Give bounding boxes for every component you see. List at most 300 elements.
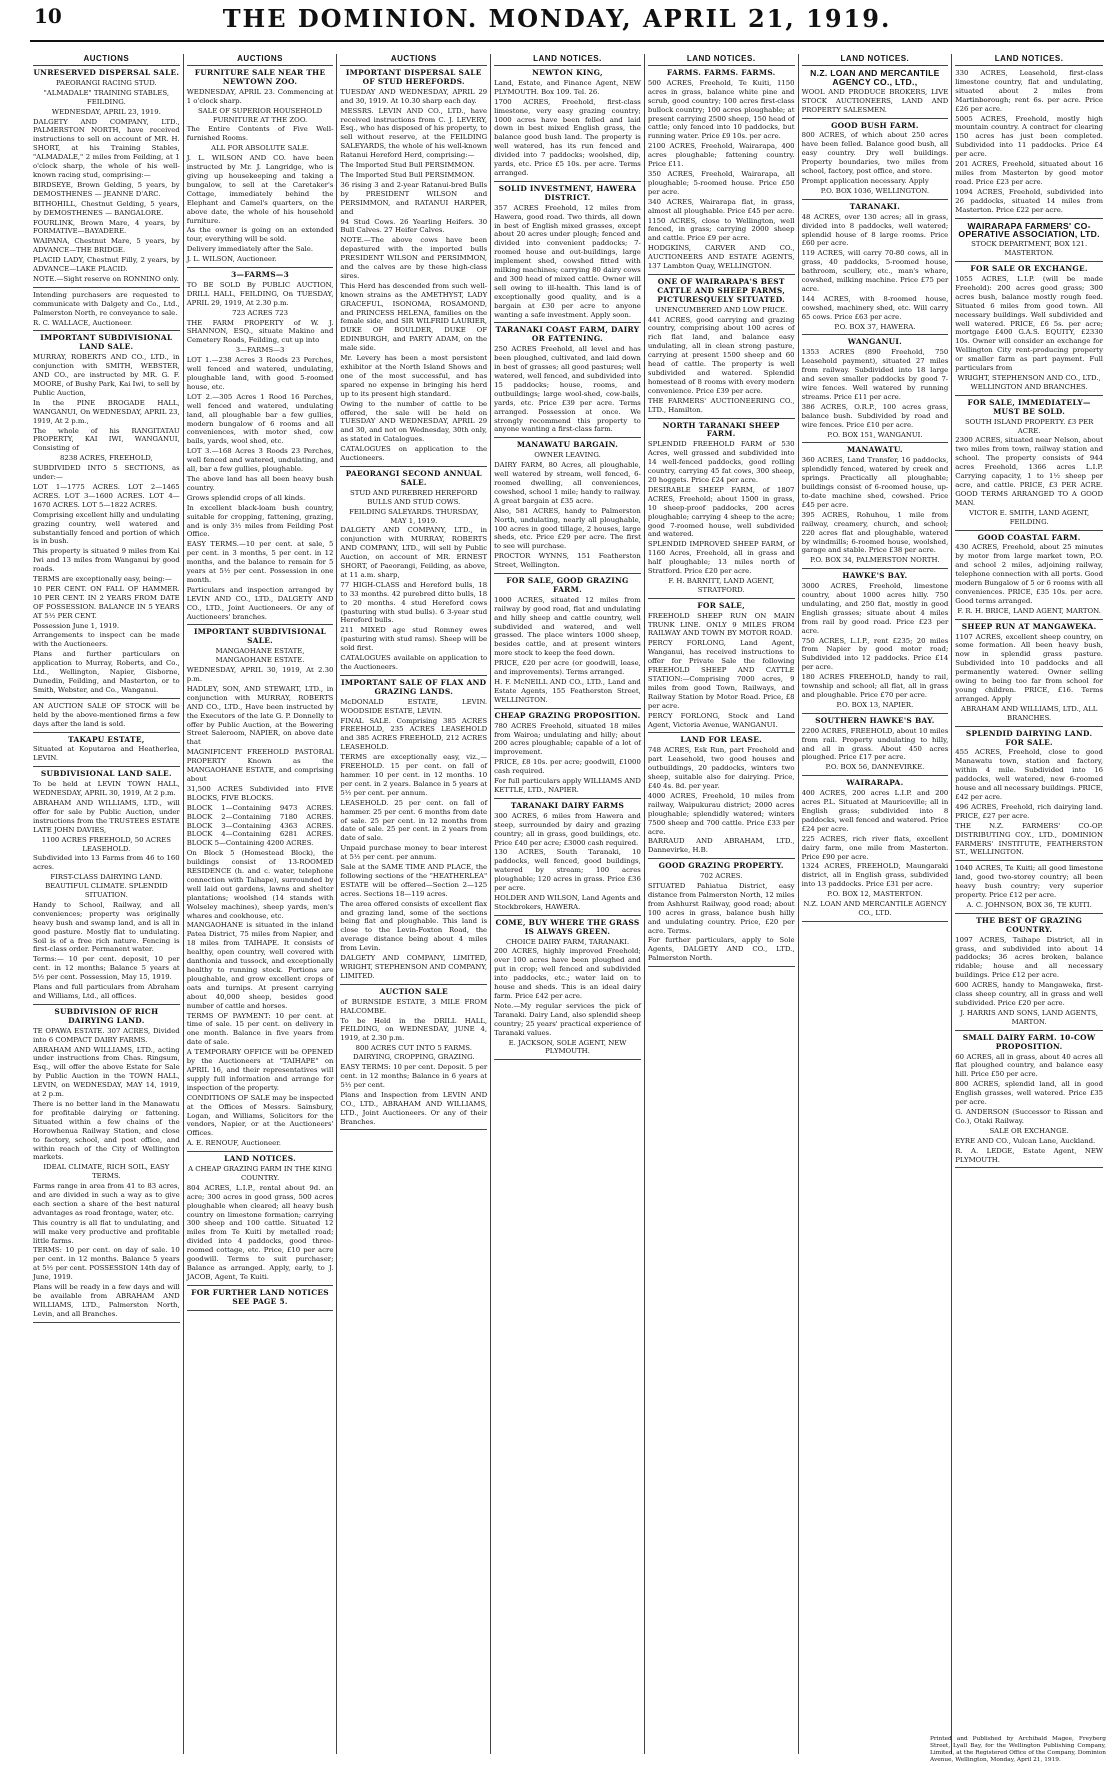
ad-paragraph: MANGAOHANE is situated in the inland Patea District, 75 miles from Napier, and 18 miles from TAIHAPE. It consists of healthy, open country, well covered with danthonia and tussock, and exceptionally healthy to running stock. Portions are ploughable, and grow excellent crops of oats and turnips. At present carrying about 40,000 sheep, besides good number of cattle and horses. [186, 921, 334, 1010]
ad-paragraph: of BURNSIDE ESTATE, 3 MILE FROM HALCOMBE. [340, 997, 488, 1015]
ad-paragraph: SPLENDID IMPROVED SHEEP FARM, of 1160 Acres, Freehold, all in grass and half ploughable; 13 miles north of Stratford. Price £20 per acre. [647, 540, 795, 576]
ad-heading: PAEORANGI SECOND ANNUAL SALE. [345, 468, 482, 487]
ad-paragraph: DESIRABLE SHEEP FARM, of 1807 ACRES, Freehold; about 1500 in grass, 10 sheep-proof paddocks, 200 acres ploughable; carrying 4 sheep to the acre; good 7-roomed house, well subdivided and watered. [647, 485, 795, 539]
ad-paragraph: MAGNIFICENT FREEHOLD PASTORAL PROPERTY Known as the MANGAOHANE ESTATE, and comprising about [186, 748, 334, 783]
ad-paragraph: BITHOHILL, Chestnut Gelding, 5 years, by DEMOSTHENES — BANGALORE. [33, 199, 180, 217]
ad-heading: FOR SALE, GOOD GRAZING FARM. [506, 576, 629, 594]
ad-heading: N.Z. LOAN AND MERCANTILE AGENCY CO., LTD., [810, 68, 940, 87]
ad-paragraph: For further particulars, apply to Sole Agents, DALGETY AND CO., LTD., Palmerston North. [647, 936, 795, 963]
masthead [0, 0, 1114, 44]
ad-paragraph: 386 ACRES, O.R.P., 100 acres grass, balance bush. Subdivided by road and wire fences. Price £10 per acre. [801, 402, 949, 429]
ad-paragraph: TERMS are exceptionally easy, viz.,—FREEHOLD. 15 per cent. on fall of hammer. 10 per cent. in 12 months. 10 per cent. in 2 years. Balance in 5 years at 5½ per cent. per annum. [340, 753, 488, 797]
ad-paragraph: 130 ACRES, South Taranaki, 10 paddocks, well fenced, good buildings, watered by stream; 100 acres ploughable; 120 acres in grass. Price £36 per acre. [494, 848, 641, 893]
ad-paragraph: Farms range in area from 41 to 83 acres, and are divided in such a way as to give each section a share of the best natural advantages as road frontage, water, etc. [33, 1182, 180, 1217]
ad-paragraph: 500 ACRES, Freehold, Te Kuiti, 1150 acres in grass, balance white pine and scrub, good country; 100 acres first-class bullock country; 100 acres ploughable; at present carrying 2500 sheep, 150 head of cattle; only fenced into 10 paddocks, but running water. Price £9 10s. per acre. [647, 78, 795, 141]
ad-paragraph: 4000 ACRES, Freehold, 10 miles from railway, Waipukurau district; 2000 acres ploughable; splendidly watered; winters 7500 sheep and 700 cattle. Price £33 per acre. [647, 791, 795, 836]
ad-separator [648, 418, 795, 419]
ad-paragraph: 60 ACRES, all in grass, about 40 acres all flat ploughed country, and balance easy hill. Price £50 per acre. [955, 1052, 1103, 1079]
advertisement [494, 802, 641, 912]
ad-paragraph: EASY TERMS.—10 per cent. at sale, 5 per cent. in 3 months, 5 per cent. in 12 months, and the balance to remain for 5 years at 5½ per cent. Possession in one month. [186, 540, 334, 584]
ad-separator [494, 1059, 641, 1060]
ad-paragraph: Plans and further particulars on application to Murray, Roberts, and Co., Ltd., Wellington, Napier, Gisborne, Dunedin, Feilding, and Masterton, or to Smith, Webster, and Co., Wanganui. [33, 650, 180, 694]
ad-separator [955, 1030, 1103, 1031]
ad-paragraph: 702 ACRES. [699, 872, 743, 881]
advertisement [955, 265, 1103, 392]
ad-paragraph: Subdivided into 13 Farms from 46 to 160 acres. [33, 854, 180, 872]
ad-separator [33, 287, 180, 288]
ad-paragraph: A. E. RENOUF, Auctioneer. [186, 1139, 281, 1148]
ad-paragraph: J. HARRIS AND SONS, LAND AGENTS, MARTON. [960, 1008, 1098, 1026]
ad-paragraph: HOLDER AND WILSON, Land Agents and Stockbrokers, HAWERA. [494, 893, 641, 911]
ad-paragraph: As the owner is going on an extended tour, everything will be sold. [186, 226, 334, 244]
advertisement [802, 122, 949, 196]
ad-paragraph: 340 ACRES, Wairarapa flat, in grass, almost all ploughable. Price £45 per acre. [647, 197, 795, 215]
ad-heading: AUCTION SALE [379, 986, 448, 996]
ad-paragraph: In excellent black-loam bush country, suitable for cropping, fattening, grazing, and is only 3½ miles from Feilding Post Office. [186, 503, 334, 539]
ad-paragraph: CATALOGUES on application to the Auctioneers. [340, 445, 488, 463]
ad-heading: GOOD BUSH FARM. [831, 120, 919, 130]
column-2 [184, 54, 338, 1754]
ad-separator [187, 1151, 334, 1152]
ad-paragraph: P.O. BOX 12, MASTERTON. [827, 890, 923, 899]
advertisement [340, 69, 487, 463]
ad-paragraph: 800 ACRES, of which about 250 acres have been felled. Balance good bush, all easy country. Dry well buildings. Property boundaries, two miles from school, factory, post office, and store. [801, 131, 949, 176]
ad-paragraph: STUD AND PUREBRED HEREFORD BULLS AND STUD COWS. [350, 488, 478, 506]
ad-paragraph: The Imported Stud Bull PERSIMMON. [340, 170, 475, 179]
ad-paragraph: 1150 ACRES, close to Wellington, well fenced, in grass; carrying 2000 sheep and cattle. Price £9 per acre. [647, 216, 795, 243]
ad-paragraph: P.O. BOX 13, NAPIER. [836, 700, 914, 709]
ad-paragraph: 1094 ACRES, Freehold, subdivided into 26 paddocks, situated 14 miles from Masterton. Price £22 per acre. [955, 187, 1103, 214]
ad-paragraph: FREEHOLD SHEEP RUN ON MAIN TRUNK LINE. ONLY 9 MILES FROM RAILWAY AND TOWN BY MOTOR ROAD. [647, 611, 795, 638]
ad-separator [340, 675, 487, 676]
advertisement [955, 1034, 1103, 1165]
ad-paragraph: EYRE AND CO., Vulcan Lane, Auckland. [955, 1136, 1096, 1145]
ad-heading: IMPORTANT SALE OF FLAX AND GRAZING LANDS. [341, 677, 487, 696]
ad-paragraph: 400 ACRES, 200 acres L.I.P. and 200 acres P.L. Situated at Mauriceville; all in English grass; subdivided into 8 paddocks, well fenced and watered. Price £24 per acre. [801, 789, 949, 833]
ad-paragraph: The above land has all been heavy bush country. [186, 474, 334, 492]
ad-separator [648, 732, 795, 733]
ad-paragraph: A TEMPORARY OFFICE will be OPENED by the Auctioneers at "TAIHAPE" on APRIL 16, and their representatives will supply full information and arrange for inspection of the property. [186, 1048, 334, 1092]
ad-paragraph: Grows splendid crops of all kinds. [186, 493, 306, 502]
ad-paragraph: 48 ACRES, over 130 acres; all in grass, divided into 8 paddocks, well watered; splendid house of 8 large rooms. Price £60 per acre. [801, 212, 949, 248]
ad-paragraph: Also, 581 ACRES, handy to Palmerston North, undulating, nearly all ploughable, 100 acres in good tillage, 2 houses, large sheds, etc. Price £29 per acre. The first to see will purchase. [494, 506, 641, 551]
advertisement [494, 919, 641, 1057]
ad-separator [494, 322, 641, 323]
ad-separator [802, 568, 949, 569]
ad-paragraph: FINAL SALE. Comprising 385 ACRES FREEHOLD, 235 ACRES LEASEHOLD and 385 ACRES FREEHOLD, 212 ACRES LEASEHOLD. [340, 716, 488, 752]
advertisement [648, 422, 795, 595]
ad-paragraph: This country is all flat to undulating, and will make very productive and profitable little farms. [33, 1218, 180, 1245]
ad-heading: FARMS. FARMS. FARMS. [666, 68, 776, 77]
column-header: AUCTIONS [187, 54, 334, 66]
ad-paragraph: ABRAHAM AND WILLIAMS, LTD., acting under instructions from Chas. Ringsum, Esq., will offer the above Estate for Sale by Public Auction in the TOWN HALL, LEVIN, on WEDNESDAY, MAY 14, 1919, at 2 p.m. [33, 1045, 180, 1099]
ad-paragraph: MESSRS. LEVIN AND CO., LTD., have received instructions from C. J. LEVERY, Esq., who has disposed of his property, to sell without reserve, at the FEILDING SALEYARDS, the whole of his well-known Ratanui Hereford Herd, comprising:— [340, 106, 488, 160]
ad-paragraph: Plans and Inspection from LEVIN AND CO., LTD., ABRAHAM AND WILLIAMS, LTD., Joint Auctioneers. Or any of their Branches. [340, 1090, 488, 1126]
ad-paragraph: 455 ACRES, Freehold, close to good Manawatu town, station and factory, within 4 mile. Subdivided into 16 paddocks, well watered, new 6-roomed house and all necessary buildings. PRICE, £42 per acre. [955, 748, 1103, 801]
ad-separator [955, 530, 1103, 531]
ad-paragraph: 1324 ACRES, FREEHOLD, Maungaraki district, all in English grass, subdivided into 13 paddocks. Price £31 per acre. [801, 862, 949, 889]
ad-paragraph: Delivery immediately after the Sale. [186, 245, 314, 254]
ad-heading: LAND FOR LEASE. [680, 735, 763, 745]
advertisement [33, 69, 180, 284]
ad-paragraph: Situated at Koputaroa and Heatherlea, LEVIN. [33, 745, 180, 763]
ad-paragraph: TO BE SOLD By PUBLIC AUCTION, DRILL HALL, FEILDING, On TUESDAY, APRIL 29, 1919, At 2.30 p.m. [186, 280, 334, 307]
ad-paragraph: BARRAUD AND ABRAHAM, LTD., Dannevirke, H.B. [647, 837, 795, 855]
ad-separator [802, 442, 949, 443]
ad-paragraph: 804 ACRES, L.I.P., rental about 9d. an acre; 300 acres in good grass, 500 acres ploughable when cleared; all heavy bush country on limestone formation; carrying 300 sheep and 100 cattle. Situated 12 miles from Te Kuiti by metalled road; divided into 4 paddocks, good three-roomed cottage, etc. Price, £10 per acre goodwill. Terms to suit purchaser; Balance as arranged. Apply, early, to J. JACOB, Agent, Te Kuiti. [186, 1183, 334, 1281]
ad-paragraph: Particulars and inspection arranged by LEVIN AND CO., LTD., DALGETY AND CO., LTD., Joint Auctioneers. Or any of Auctioneers' branches. [186, 585, 334, 621]
ad-paragraph: 496 ACRES, Freehold, rich dairying land. PRICE, £27 per acre. [955, 802, 1103, 820]
ad-paragraph: EASY TERMS: 10 per cent. Deposit. 5 per cent. in 12 months; Balance in 6 years at 5½ per cent. [340, 1063, 488, 1089]
ad-paragraph: ABRAHAM AND WILLIAMS, LTD., ALL BRANCHES. [960, 704, 1098, 722]
ad-paragraph: 441 ACRES, good carrying and grazing country, comprising about 100 acres of rich flat land, and balance easy undulating, all in clean strong pasture, carrying at present 1500 sheep and 60 head of cattle. The property is well subdivided and watered. Splendid homestead of 8 rooms with every modern convenience. Price £39 per acre. [647, 315, 795, 395]
ad-paragraph: DALGETY AND COMPANY, LTD., PALMERSTON NORTH, have received instructions to sell on account of MR. H. SHORT, at his Training Stables, "ALMADALE," 2 miles from Feilding, at 1 o'clock sharp, the whole of his well-known racing stud, comprising:— [33, 117, 180, 179]
ad-paragraph: PRICE, £20 per acre (or goodwill, lease, and improvements). Terms arranged. [494, 659, 641, 677]
page-number: 10 [34, 4, 62, 28]
ad-paragraph: 1700 ACRES, Freehold, first-class limestone, very easy grazing country; 1000 acres have been felled and laid down in best mixed English grass, the balance good bush land. The property is well watered, has its run fenced and divided into 7 paddocks; woolshed, dip, yards, etc. Price £5 10s. per acre. Terms arranged. [494, 97, 641, 177]
ad-paragraph: 77 HIGH-CLASS and Hereford bulls, 18 to 33 months. 42 purebred ditto bulls, 18 to 20 months. 4 stud Hereford cows (pasturing with stud bulls). 6 3-year stud Hereford bulls. [340, 580, 488, 625]
ad-paragraph: P.O. BOX 1036, WELLINGTON. [820, 186, 930, 195]
advertisement [340, 470, 487, 672]
ad-separator [187, 267, 334, 268]
ad-paragraph: THE N.Z. FARMERS' CO-OP. DISTRIBUTING COY., LTD., DOMINION FARMERS' INSTITUTE, FEATHERSTON ST., WELLINGTON. [955, 821, 1103, 857]
ad-paragraph: AN AUCTION SALE OF STOCK will be held by the above-mentioned firms a few days after the land is sold. [33, 701, 180, 728]
ad-separator [955, 218, 1103, 219]
advertisement [802, 69, 949, 115]
advertisement [494, 69, 641, 178]
ad-paragraph: CATALOGUES available on application to the Auctioneers. [340, 654, 488, 671]
ad-paragraph: 750 ACRES, L.I.P., rent £235; 20 miles from Napier by good motor road; Subdivided into 12 paddocks. Price £14 per acre. [801, 636, 949, 672]
ad-paragraph: 395 ACRES, Rohuhou, 1 mile from railway, creamery, church, and school; 220 acres flat and ploughable, watered by windmills; 6-roomed house, woolshed, garage and stable. Price £38 per acre. [801, 510, 949, 555]
ad-paragraph: Arrangements to inspect can be made with the Auctioneers. [33, 631, 180, 649]
ad-heading: TARANAKI. [849, 201, 901, 211]
advertisement [955, 730, 1103, 858]
ad-paragraph: R. C. WALLACE, Auctioneer. [33, 318, 133, 327]
ad-separator [955, 619, 1103, 620]
ad-paragraph: 2100 ACRES, Freehold, Wairarapa, 400 acres ploughable; fattening country. Price £11. [647, 142, 795, 169]
ad-paragraph: 8238 ACRES, FREEHOLD, [59, 454, 153, 463]
ad-separator [33, 1004, 180, 1005]
ad-paragraph: H. F. McNEILL AND CO., LTD., Land and Estate Agents, 155 Featherston Street, WELLINGTON. [494, 678, 641, 704]
ad-paragraph: FOURLINK, Brown Mare, 4 years, by FORMATIVE—BAYADERE. [33, 218, 180, 236]
advertisement [187, 1289, 334, 1307]
ad-paragraph: 1107 ACRES, excellent sheep country, on some formation. All been heavy bush, now in splendid grass pasture. Subdivided into 10 paddocks and all permanently watered. Owner selling owing to being too far from school for young children. PRICE, £16. Terms arranged. Apply [955, 632, 1103, 703]
advertisement [955, 917, 1103, 1027]
ad-paragraph: TERMS are exceptionally easy, being:— [33, 575, 172, 584]
column-header: LAND NOTICES. [955, 54, 1103, 66]
ad-paragraph: LOT 3.—168 Acres 3 Roods 23 Perches, well fenced and watered, undulating, and all, bar a few gullies, ploughable. [186, 447, 334, 474]
ad-separator [494, 437, 641, 438]
ad-separator [802, 775, 949, 776]
advertisement [494, 326, 641, 434]
advertisement [955, 864, 1103, 910]
ad-separator [187, 624, 334, 625]
ad-paragraph: DALGETY AND COMPANY, LTD., in conjunction with MURRAY, ROBERTS AND COMPANY, LTD., will sell by Public Auction, on account of MR. ERNEST SHORT, of Paeorangi, Feilding, as above, at 11 a.m. sharp, [340, 526, 488, 579]
ad-paragraph: P.O. BOX 34, PALMERSTON NORTH. [810, 556, 940, 565]
advertisement [648, 278, 795, 415]
ad-heading: NORTH TARANAKI SHEEP FARM. [662, 420, 780, 439]
ad-separator [33, 330, 180, 331]
column-header: AUCTIONS [340, 54, 487, 66]
ad-heading: NEWTON KING, [532, 68, 603, 77]
ad-separator [648, 858, 795, 859]
advertisement [802, 717, 949, 772]
ad-paragraph: ABRAHAM AND WILLIAMS, LTD., will offer for sale by Public Auction, under instructions from the TRUSTEES ESTATE LATE JOHN DAVIES, [33, 798, 180, 834]
ad-separator [494, 573, 641, 574]
ad-paragraph: F. R. H. BRICE, LAND AGENT, MARTON. [957, 606, 1101, 615]
ad-paragraph: P.O. BOX 37, HAWERA. [834, 322, 916, 331]
ad-separator [955, 860, 1103, 861]
ad-heading: WANGANUI. [847, 337, 903, 347]
ad-paragraph: 201 ACRES, Freehold, situated about 16 miles from Masterton by good motor road. Price £23 per acre. [955, 160, 1103, 186]
advertisement [33, 1008, 180, 1319]
ad-separator [340, 984, 487, 985]
ad-separator [340, 1129, 487, 1130]
ad-paragraph: 748 ACRES, Esk Run, part Freehold and part Leasehold, two good houses and outbuildings, 20 paddocks, winters two sheep, suitable also for dairying. Price, £40 4s. 8d. per year. [647, 746, 795, 790]
ad-separator [33, 766, 180, 767]
ad-paragraph: ALL FOR ABSOLUTE SALE. [211, 144, 309, 153]
ad-paragraph: 211 MIXED age stud Romney ewes (pasturing with stud rams). Sheep will be sold first. [340, 626, 488, 653]
ad-paragraph: SUBDIVIDED INTO 5 SECTIONS, as under:— [33, 464, 180, 482]
ad-paragraph: 1353 ACRES (890 Freehold, 750 Leasehold payment), situated 27 miles from railway. Subdivided into 18 large and seven smaller paddocks by good 7-wire fences. Well watered by running streams. Price £11 per acre. [801, 348, 949, 401]
ad-paragraph: WOOL AND PRODUCE BROKERS, LIVE STOCK AUCTIONEERS, LAND AND PROPERTY SALESMEN. [801, 87, 949, 114]
ad-paragraph: On Block 5 (Homestead Block), the buildings consist of 13-ROOMED RESIDENCE (h. and c. water, telephone connection with Taihape), surrounded by well laid out gardens, lawns and shelter plantations; woolshed (14 stands with Wolseley machines), sheep yards, men's whares and cookhouse, etc. [186, 849, 334, 920]
advertisement [802, 203, 949, 332]
ad-paragraph: CONDITIONS OF SALE may be inspected at the Offices of Messrs. Sainsbury, Logan, and Williams, Solicitors for the vendors, Napier, or at the Auctioneers' Offices. [186, 1093, 334, 1138]
ad-paragraph: Mr. Levery has been a most persistent exhibitor at the North Island Shows and one of the most successful, and has spared no expense in bringing his herd up to its present high standard. [340, 354, 488, 398]
ad-paragraph: Unpaid purchase money to bear interest at 5½ per cent. per annum. [340, 844, 488, 862]
ad-separator [955, 913, 1103, 914]
ad-heading: WAIRARAPA FARMERS' CO-OPERATIVE ASSOCIATION, LTD. [958, 220, 1100, 240]
ad-separator [494, 798, 641, 799]
ad-heading: MANAWATU. [847, 445, 903, 455]
ad-paragraph: IDEAL CLIMATE, RICH SOIL, EASY TERMS. [43, 1163, 170, 1181]
ad-paragraph: Terms:— 10 per cent. deposit, 10 per cent. in 12 months; Balance 5 years at 5½ per cent. Possession, May 15, 1919. [33, 955, 180, 982]
ad-paragraph: WAIPANA, Chestnut Mare, 5 years, by ADVANCE—THE BRIDGE. [33, 237, 180, 255]
ad-separator [187, 1285, 334, 1286]
column-6 [799, 54, 953, 1754]
ad-paragraph: BLOCK 1—Containing 9473 ACRES. BLOCK 2—Containing 7180 ACRES. BLOCK 3—Containing 4363 ACRES. BLOCK 4—Containing 6281 ACRES. BLOCK 5—Containing 4200 ACRES. [186, 803, 334, 848]
ad-paragraph: VICTOR E. SMITH, LAND AGENT, FEILDING. [969, 508, 1090, 526]
ad-separator [802, 118, 949, 119]
ad-paragraph: 225 ACRES, rich river flats, excellent dairy farm, one mile from Masterton. Price £90 per acre. [801, 834, 949, 861]
ad-paragraph: CHOICE DAIRY FARM, TARANAKI. [505, 937, 630, 946]
ad-heading: SHEEP RUN AT MANGAWEKA. [961, 621, 1097, 631]
ad-separator [494, 915, 641, 916]
ad-heading: TARANAKI DAIRY FARMS [510, 800, 625, 810]
ad-paragraph: Plans will be ready in a few days and will be available from ABRAHAM AND WILLIAMS, LTD., Palmerston North, Levin, and all Branches. [33, 1283, 180, 1318]
ad-paragraph: 2200 ACRES, FREEHOLD, about 10 miles from rail. Property undulating to hilly, and all in grass. About 450 acres ploughed. Price £17 per acre. [801, 726, 949, 762]
ad-heading: UNRESERVED DISPERSAL SALE. [33, 68, 180, 77]
ad-heading: TARANAKI COAST FARM, DAIRY OR FATTENING. [495, 325, 640, 344]
ad-paragraph: Owing to the number of cattle to be offered, the sale will be held on TUESDAY AND WEDNESDAY, APRIL 29 and 30, and not on Wednesday, 30th only, as stated in Catalogues. [340, 399, 488, 444]
advertisement [187, 271, 334, 621]
ad-paragraph: Prompt application necessary. Apply [801, 176, 929, 185]
ad-separator [340, 466, 487, 467]
ad-paragraph: Handy to School, Railway, and all conveniences; property was originally heavy bush and swamp land, and is all in good pasture. Mostly flat to undulating. Soil is of a free rich nature. Fencing is first-class order. Permanent water. [33, 900, 180, 954]
ad-paragraph: P.O. BOX 56, DANNEVIRKE. [825, 763, 925, 772]
ad-paragraph: This property is situated 9 miles from Kai Iwi and 13 miles from Wanganui by good roads. [33, 547, 180, 574]
advertisement [648, 602, 795, 730]
ad-heading: IMPORTANT DISPERSAL SALE OF STUD HEREFORDS. [345, 68, 482, 86]
ad-paragraph: WEDNESDAY, APRIL 23. Commencing at 1 o'clock sharp. [186, 87, 334, 105]
ad-paragraph: R. A. LEDGE, Estate Agent, NEW PLYMOUTH. [955, 1146, 1103, 1164]
imprint: Printed and Published by Archibald Magee, Freyberg Street, Lyall Bay, for the Wellington Publishing Company, Limited, at the Registered Office of the Company, Dominion Avenue, Wellington, Monday, April 21, 1919. [930, 1736, 1106, 1763]
ad-paragraph: 3000 ACRES, Freehold, limestone country, about 1000 acres hilly. 750 undulating, and 250 flat, mostly in good English grasses; situate about 4 miles from rail by good road. Price £23 per acre. [801, 582, 949, 635]
ad-paragraph: The whole of his RANGITATAU PROPERTY, KAI IWI, WANGANUI, Consisting of [33, 426, 180, 453]
columns-container [30, 54, 1106, 1754]
ad-paragraph: HADLEY, SON, AND STEWART, LTD., in conjunction with MURRAY, ROBERTS AND CO., LTD., Have been instructed by the Executors of the late G. P. Donnelly to offer by Public Auction, at the Bowering Street Saleroom, NAPIER, on above date that [186, 684, 334, 747]
ad-paragraph: 36 rising 3 and 2-year Ratanui-bred Bulls by PRESIDENT WILSON and PERSIMMON, and RATANUI HARPER, and [340, 180, 488, 216]
ad-separator [33, 698, 180, 699]
ad-paragraph: 800 ACRES CUT INTO 5 FARMS. DAIRYING, CROPPING, GRAZING. [352, 1044, 475, 1062]
ad-separator [955, 726, 1103, 727]
ad-paragraph: McDONALD ESTATE, LEVIN. WOODSIDE ESTATE, LEVIN. [340, 697, 488, 715]
ad-paragraph: 180 ACRES FREEHOLD, handy to rail, township and school; all flat, all in grass and ploughable. Price £70 per acre. [801, 673, 949, 699]
ad-heading: LAND NOTICES. [224, 1154, 296, 1164]
ad-paragraph: 2300 ACRES, situated near Nelson, about two miles from town, railway station and school. The property consists of 944 acres Freehold, 1366 acres L.I.P. Carrying capacity, 1 to 1½ sheep per acre, and cattle. PRICE, £3 PER ACRE. GOOD TERMS ARRANGED TO A GOOD MAN. [955, 436, 1103, 507]
ad-paragraph: MANGAOHANE ESTATE, MANGAOHANE ESTATE. [215, 647, 305, 665]
ad-paragraph: 94 Stud Cows. 26 Yearling Heifers. 30 Bull Calves. 27 Heifer Calves. [340, 217, 488, 235]
advertisement [955, 69, 1103, 215]
ad-heading: ONE OF WAIRARAPA'S BEST CATTLE AND SHEEP FARMS, PICTURESQUELY SITUATED. [657, 276, 786, 304]
column-header: LAND NOTICES. [494, 54, 641, 66]
ad-paragraph: OWNER LEAVING. [534, 451, 601, 460]
ad-paragraph: 357 ACRES Freehold, 12 miles from Hawera, good road. Two thirds, all down in best of English mixed grasses, except about 20 acres under plough; fenced and divided into convenient paddocks; 7-roomed house and out-buildings, large implement shed, cowshed fitted with milking machines; carrying 80 dairy cows and 300 head of mixed cattle. Owner will sell owing to ill-health. This land is of exceptionally good quality, and is a bargain at £30 per acre to anyone wanting a safe investment. Apply soon. [494, 203, 641, 319]
advertisement [494, 712, 641, 795]
ad-separator [648, 274, 795, 275]
ad-paragraph: WEDNESDAY, APRIL 23, 1919. [51, 107, 161, 116]
ad-heading: SUBDIVISIONAL LAND SALE. [40, 769, 172, 779]
ad-paragraph: Note.—My regular services the pick of Taranaki. Dairy Land, also splendid sheep country; 25 years' practical experience of Taranaki values. [494, 1001, 641, 1037]
ad-separator [494, 181, 641, 182]
ad-paragraph: PAEORANGI RACING STUD. [55, 78, 157, 87]
ad-heading: IMPORTANT SUBDIVISIONAL SALE. [193, 627, 327, 646]
ad-paragraph: WEDNESDAY, APRIL 30, 1919, At 2.30 p.m. [186, 666, 334, 683]
ad-paragraph: TE OPAWA ESTATE. 307 ACRES, Divided into 6 COMPACT DAIRY FARMS. [33, 1026, 180, 1044]
ad-heading: CHEAP GRAZING PROPOSITION. [494, 710, 641, 720]
advertisement [802, 338, 949, 439]
ad-paragraph: 330 ACRES, Leasehold, first-class limestone country, flat and undulating, situated about 2 miles from Martinborough; rent 6s. per acre. Price £26 per acre. [955, 69, 1103, 113]
advertisement [802, 779, 949, 918]
ad-paragraph: Sale at the SAME TIME AND PLACE, the following sections of the "HEATHERLEA" ESTATE will be offered—Section 2—125 acres. Sections 18—119 acres. [340, 863, 488, 898]
ad-paragraph: To be held at LEVIN TOWN HALL, WEDNESDAY, APRIL 30, 1919, At 2 p.m. [33, 780, 180, 798]
advertisement [648, 736, 795, 855]
ad-heading: HAWKE'S BAY. [842, 571, 908, 581]
ad-heading: IMPORTANT SUBDIVISIONAL LAND SALE. [40, 333, 173, 352]
ad-paragraph: DAIRY FARM, 80 Acres, all ploughable, well watered by stream, well fenced, 6-roomed dwelling, all conveniences, cowshed, school 1 mile; handy to railway. A great bargain at £35 acre. [494, 461, 641, 505]
ad-heading: FOR SALE, IMMEDIATELY—MUST BE SOLD. [967, 397, 1091, 416]
ad-separator [955, 1167, 1103, 1168]
ad-heading: GOOD GRAZING PROPERTY. [658, 861, 784, 871]
ad-paragraph: SPLENDID FREEHOLD FARM of 530 Acres, well grassed and subdivided into 14 well-fenced paddocks, good rolling country, carrying 45 fat cows, 300 sheep, 20 hoggets. Price £24 per acre. [647, 440, 795, 484]
ad-paragraph: Possession June 1, 1919. [33, 621, 120, 630]
ad-paragraph: PERCY FORLONG, Land Agent, Wanganui, has received instructions to offer for Private Sale the following FREEHOLD SHEEP AND CATTLE STATION:—Comprising 7000 acres, 9 miles from good Town, Railways, and Railway Station by Motor Road. Price, £8 per acre. [647, 639, 795, 710]
advertisement [494, 185, 641, 320]
column-4 [491, 54, 645, 1754]
ad-paragraph: HODGKINS, CARVER AND CO., AUCTIONEERS AND ESTATE AGENTS, 137 Lambton Quay, WELLINGTON. [647, 244, 795, 271]
ad-paragraph: "ALMADALE" TRAINING STABLES, FEILDING. [43, 88, 170, 106]
ad-paragraph: 119 ACRES, will carry 70-80 cows, all in grass, 40 paddocks, 5-roomed house, bathroom, scullery, etc., man's whare, cowshed, milking machine. Price £75 per acre. [801, 249, 949, 293]
ad-heading: GOOD COASTAL FARM. [977, 532, 1081, 542]
ad-paragraph: N.Z. LOAN AND MERCANTILE AGENCY CO., LTD. [803, 900, 947, 917]
ad-paragraph: A CHEAP GRAZING FARM IN THE KING COUNTRY. [188, 1165, 333, 1182]
column-header: LAND NOTICES. [648, 54, 795, 66]
advertisement [187, 1155, 334, 1282]
ad-paragraph: LOT 1.—238 Acres 3 Roods 23 Perches, well fenced and watered, undulating, ploughable land, with good 5-roomed house, etc. [186, 356, 334, 391]
masthead-rule [30, 40, 1104, 42]
ad-paragraph: SOUTH ISLAND PROPERTY. £3 PER ACRE. [964, 417, 1094, 435]
advertisement [340, 679, 487, 981]
ad-paragraph: WRIGHT, STEPHENSON AND CO., LTD., WELLINGTON AND BRANCHES. [957, 374, 1101, 391]
ad-heading: MANAWATU BARGAIN. [516, 440, 619, 450]
ad-separator [802, 334, 949, 335]
advertisement [955, 222, 1103, 259]
ad-paragraph: In the PINE BROGADE HALL, WANGANUI, On WEDNESDAY, APRIL 23, 1919, At 2 p.m., [33, 398, 180, 425]
ad-separator [648, 966, 795, 967]
ad-paragraph: 600 ACRES, handy to Mangaweka, first-class sheep country, all in grass and well subdivided. Price £20 per acre. [955, 981, 1103, 1007]
ad-paragraph: TUESDAY AND WEDNESDAY, APRIL 29 and 30, 1919. At 10.30 sharp each day. [340, 87, 488, 105]
advertisement [494, 441, 641, 570]
ad-separator [955, 395, 1103, 396]
ad-paragraph: J. L. WILSON AND CO. have been instructed by Mr. J. Langridge, who is giving up housekeeping and taking a bungalow, to sell at the Caretaker's Cottage, immediately behind the Elephant and Camel's quarters, on the above date, the whole of his household furniture. [186, 154, 334, 225]
ad-paragraph: P.O. BOX 151, WANGANUI. [827, 430, 923, 439]
advertisement [648, 862, 795, 963]
ad-paragraph: PROCTOR WYNNS, 151 Featherston Street, Wellington. [494, 552, 641, 570]
ad-heading: SUBDIVISION OF RICH DAIRYING LAND. [54, 1006, 159, 1025]
advertisement [955, 623, 1103, 723]
advertisement [802, 446, 949, 565]
ad-paragraph: F. H. BARNITT, LAND AGENT, STRATFORD. [668, 576, 775, 594]
advertisement [494, 577, 641, 705]
advertisement [648, 69, 795, 271]
ad-paragraph: This Herd has descended from such well-known strains as the AMETHYST, LADY GRACEFUL, ISONOMA, ROSAMOND, and PRINCESS HELENA, families on the female side, and SIR WILFRID LAURIER, DUKE OF BOULDER, DUKE OF EDINBURGH, and PARTY ADAM, on the male side. [340, 281, 488, 353]
ad-paragraph: 1000 ACRES, situated 12 miles from railway by good road, flat and undulating and hilly sheep and cattle country, well subdivided and watered, and well grassed. The place winters 1000 sheep, besides cattle, and at present winters more stock to keep the feed down. [494, 595, 641, 658]
ad-paragraph: THE FARM PROPERTY of W. J. SHANNON, ESQ., situate Makino and Cemetery Roads, Feilding, cut up into [186, 318, 334, 345]
ad-paragraph: There is no better land in the Manawatu for profitable dairying or fattening. Situated within a few chains of the Horowhenua Railway Station, and close to factory, school, and post office, and within reach of the City of Wellington markets. [33, 1099, 180, 1162]
ad-paragraph: Plans and full particulars from Abraham and Williams, Ltd., all offices. [33, 983, 180, 1000]
ad-paragraph: 350 ACRES, Freehold, Wairarapa, all ploughable; 5-roomed house. Price £50 per acre. [647, 169, 795, 196]
ad-heading: SOLID INVESTMENT, HAWERA DISTRICT. [498, 183, 637, 202]
advertisement [33, 702, 180, 729]
ad-paragraph: FEILDING SALEYARDS. THURSDAY, MAY 1, 1919. [349, 507, 479, 525]
ad-paragraph: 780 ACRES Freehold, situated 18 miles from Wairoa; undulating and hilly; about 200 acres ploughable; capable of a lot of improvement. [494, 721, 641, 757]
ad-paragraph: STOCK DEPARTMENT, BOX 121. MASTERTON. [971, 240, 1088, 258]
ad-paragraph: 1040 ACRES, Te Kuiti; all good limestone land, good two-storey country; all been heavy bush country; very superior property. Price £12 per acre. [955, 864, 1103, 900]
ad-heading: 3—FARMS—3 [231, 270, 290, 280]
ad-paragraph: 31,500 ACRES Subdivided into FIVE BLOCKS, FIVE BLOCKS. [186, 784, 334, 802]
ad-heading: SPLENDID DAIRYING LAND. FOR SALE. [965, 728, 1093, 747]
ad-heading: FOR FURTHER LAND NOTICES SEE PAGE 5. [191, 1287, 329, 1306]
ad-paragraph: Land, Estate, and Finance Agent, NEW PLYMOUTH. Box 109. Tel. 26. [494, 78, 641, 96]
ad-paragraph: BIRDSEYE, Brown Gelding, 5 years, by DEMOSTHENES — JEANNE D'ARC. [33, 180, 180, 198]
ad-paragraph: SITUATED Pahiatua District, easy distance from Palmerston North, 12 miles from Ashhurst Railway, good road; about 100 acres in grass, balance bush hilly and undulating country. Price, £20 per acre. Terms. [647, 882, 795, 935]
ad-heading: SMALL DAIRY FARM. 10-COW PROPOSITION. [962, 1032, 1096, 1051]
column-header: LAND NOTICES. [802, 54, 949, 66]
ad-paragraph: LOT 1—1775 ACRES. LOT 2—1465 ACRES. LOT 3—1600 ACRES. LOT 4—1670 ACRES. LOT 5—1822 ACRES. [33, 482, 180, 509]
ad-heading: WAIRARAPA. [846, 778, 904, 788]
ad-paragraph: MURRAY, ROBERTS AND CO., LTD., in conjunction with SMITH, WEBSTER, AND CO., are instructed by MR. G. F. MOORE, of Bushy Park, Kai Iwi, to sell by Public Auction, [33, 353, 180, 397]
ad-paragraph: 430 ACRES, Freehold, about 25 minutes by motor from large market town, P.O. and school 2 miles, adjoining railway, telephone connection with all ports. Good modern Bungalow of 5 or 6 rooms with all conveniences. PRICE, £35 10s. per acre. Good terms arranged. [955, 543, 1103, 605]
advertisement [340, 988, 487, 1127]
column-1 [30, 54, 184, 1754]
ad-paragraph: 1097 ACRES, Taihape District, all in grass, and subdivided into about 14 paddocks; 36 acres broken, balance ridable; house and all necessary buildings. Price £12 per acre. [955, 935, 1103, 980]
advertisement [955, 399, 1103, 527]
ad-paragraph: UNENCUMBERED AND LOW PRICE. [655, 305, 788, 314]
advertisement [187, 69, 334, 264]
advertisement [33, 770, 180, 1001]
ad-separator [187, 1310, 334, 1311]
